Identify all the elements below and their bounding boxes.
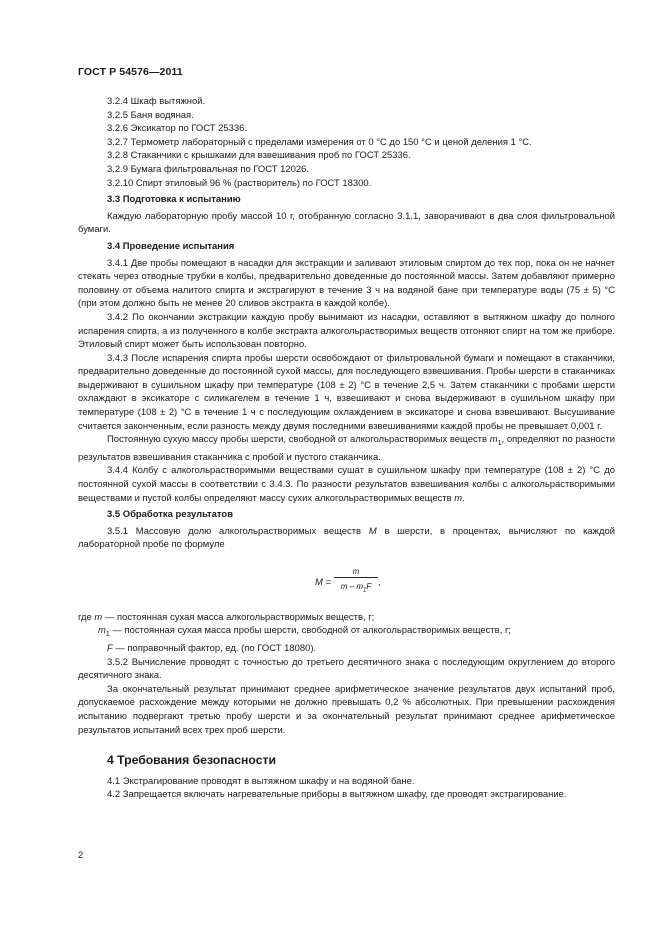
paragraph-3-5-2: 3.5.2 Вычисление проводят с точностью до третьего десятичного знака с последующим округлением до второго десятичного знака. <box>78 656 615 682</box>
legend-item <box>78 624 615 641</box>
subscript: 1 <box>497 440 502 448</box>
formula-fraction <box>334 565 378 598</box>
page-number: 2 <box>78 850 84 861</box>
section-heading-3-3: 3.3 Подготовка к испытанию <box>107 194 241 206</box>
section-heading-3-4: 3.4 Проведение испытания <box>107 240 235 252</box>
paragraph: Каждую лабораторную пробу массой 10 г, отобранную согласно 3.1.1, заворачивают в два слоя фильтровальной бумаги. <box>78 210 615 236</box>
paragraph-3-4-1: 3.4.1 Две пробы помещают в насадки для экстракции и заливают этиловым спиртом до тех пор, пока он не начнет стекать через отводные трубки в колбы, предварительно доведенные до постоянной массы. Затем добавляют примерно половину от объема налитого спирта и экстрагируют в течение 3 ч на водяной бане при температуре воды (75 ± 5) °С (при этом должно быть не менее 20 сливов экстракта в каждой колбе). <box>78 257 615 310</box>
text-run: где <box>78 611 95 623</box>
paragraph-3-4-3: 3.4.3 После испарения спирта пробы шерсти освобождают от фильтровальной бумаги и помещают в стаканчики, предварительно доведенные до постоянной сухой массы, для последующего взвешивания. Пробы шерсти в стаканчиках выдерживают в сушильном шкафу при температуре (108 ± 2) °С в течение 2,5 ч. Затем стаканчики с пробами шерсти охлаждают в эксикаторе с силикагелем в течение 1 ч, взвешивают и снова выдерживают в сушильном шкафу при температуре (108 ± 2) °С в течение 1 ч с последующим охлаждением в эксикаторе и снова взвешивают. Высушивание считается законченным, если разность между двумя последними взвешиваниями каждой пробы не превышает 0,001 г. <box>78 352 615 432</box>
text-run: , определяют по разности результатов взвешивания стаканчика с пробой и пустого стаканчика. <box>78 434 615 463</box>
subscript: 1 <box>363 587 367 594</box>
paragraph-dry-mass <box>78 433 615 464</box>
list-item: 3.2.8 Стаканчики с крышками для взвешивания проб по ГОСТ 25336. <box>107 150 411 162</box>
legend-item <box>78 611 615 625</box>
paragraph-4-1: 4.1 Экстрагирование проводят в вытяжном шкафу и на водяной бане. <box>107 775 415 787</box>
list-item: 3.2.6 Эксикатор по ГОСТ 25336. <box>107 123 247 135</box>
formula-numerator: m <box>352 566 360 576</box>
paragraph-3-5-1 <box>78 525 615 552</box>
text-run: — поправочный фактор, ед. (по ГОСТ 18080). <box>112 642 317 654</box>
formula-denominator <box>334 580 378 598</box>
formula-lhs: M = <box>315 576 331 588</box>
text-run: m – m <box>340 581 363 591</box>
variable-m: m <box>454 492 463 504</box>
variable-m: m <box>489 434 498 446</box>
text-run: 3.4.4 Колбу с алкогольрастворимыми веществами сушат в сушильном шкафу при температуре (108 ± 2) °С до постоянной сухой массы в соответствии с 3.4.3. По разности результатов взвешивания колбы с алкогольрастворимыми веществами и пустой колбы определяют массу сухих алкогольрастворимых веществ <box>78 465 615 504</box>
text-run: — постоянная сухая масса пробы шерсти, свободной от алкогольрастворимых веществ, г; <box>109 625 512 637</box>
fraction-bar <box>334 577 378 578</box>
formula <box>78 561 615 605</box>
variable: m <box>98 625 106 637</box>
list-item: 3.2.7 Термометр лабораторный с пределами измерения от 0 °С до 150 °С и ценой деления 1 °С. <box>107 136 532 148</box>
legend-item <box>78 642 615 656</box>
variable-M: M <box>368 525 377 537</box>
equipment-list <box>78 95 615 190</box>
text-run: 3.5.1 Массовую долю алкогольрастворимых веществ <box>107 525 369 537</box>
section-heading-4: 4 Требования безопасности <box>107 753 276 768</box>
section-heading-3-5: 3.5 Обработка результатов <box>107 509 233 521</box>
standard-designation: ГОСТ Р 54576—2011 <box>78 66 183 78</box>
text-run: F <box>366 581 372 591</box>
paragraph-4-2: 4.2 Запрещается включать нагревательные приборы в вытяжном шкафу, где проводят экстрагирование. <box>107 789 567 801</box>
variable: m <box>94 611 103 623</box>
formula-legend <box>78 611 615 656</box>
list-item: 3.2.10 Спирт этиловый 96 % (растворитель) по ГОСТ 18300. <box>107 177 372 189</box>
paragraph-final-result: За окончательный результат принимают среднее арифметическое значение результатов двух испытаний проб, допускаемое расхождение между которыми не должно превышать 0,2 % абсолютных. При превышении расхождения испытанию подвергают третью пробу шерсти и за окончательный результат принимают среднее арифметическое результатов испытаний всех трех проб шерсти. <box>78 683 615 736</box>
text-run: в шерсти, в процентах, вычисляют по каждой лабораторной пробе по формуле <box>78 525 616 551</box>
list-item: 3.2.9 Бумага фильтровальная по ГОСТ 12026. <box>107 163 310 175</box>
list-item: 3.2.4 Шкаф вытяжной. <box>107 96 206 107</box>
variable: F <box>107 642 113 654</box>
document-body <box>78 95 615 802</box>
list-item: 3.2.5 Баня водяная. <box>107 109 194 121</box>
text-run: Постоянную сухую массу пробы шерсти, свободной от алкогольрастворимых веществ <box>107 434 490 446</box>
text-run: — постоянная сухая масса алкогольрастворимых веществ, г; <box>102 611 375 623</box>
paragraph-3-4-2: 3.4.2 По окончании экстракции каждую пробу вынимают из насадки, оставляют в вытяжном шкафу до полного испарения спирта, а из полученного в колбе экстракта алкогольрастворимых веществ отгоняют спирт на том же приборе. Этиловый спирт может быть использован повторно. <box>78 311 615 351</box>
paragraph-3-4-4 <box>78 464 615 505</box>
formula-comma: , <box>378 576 381 588</box>
subscript: 1 <box>105 631 110 639</box>
text-run: . <box>462 492 465 504</box>
